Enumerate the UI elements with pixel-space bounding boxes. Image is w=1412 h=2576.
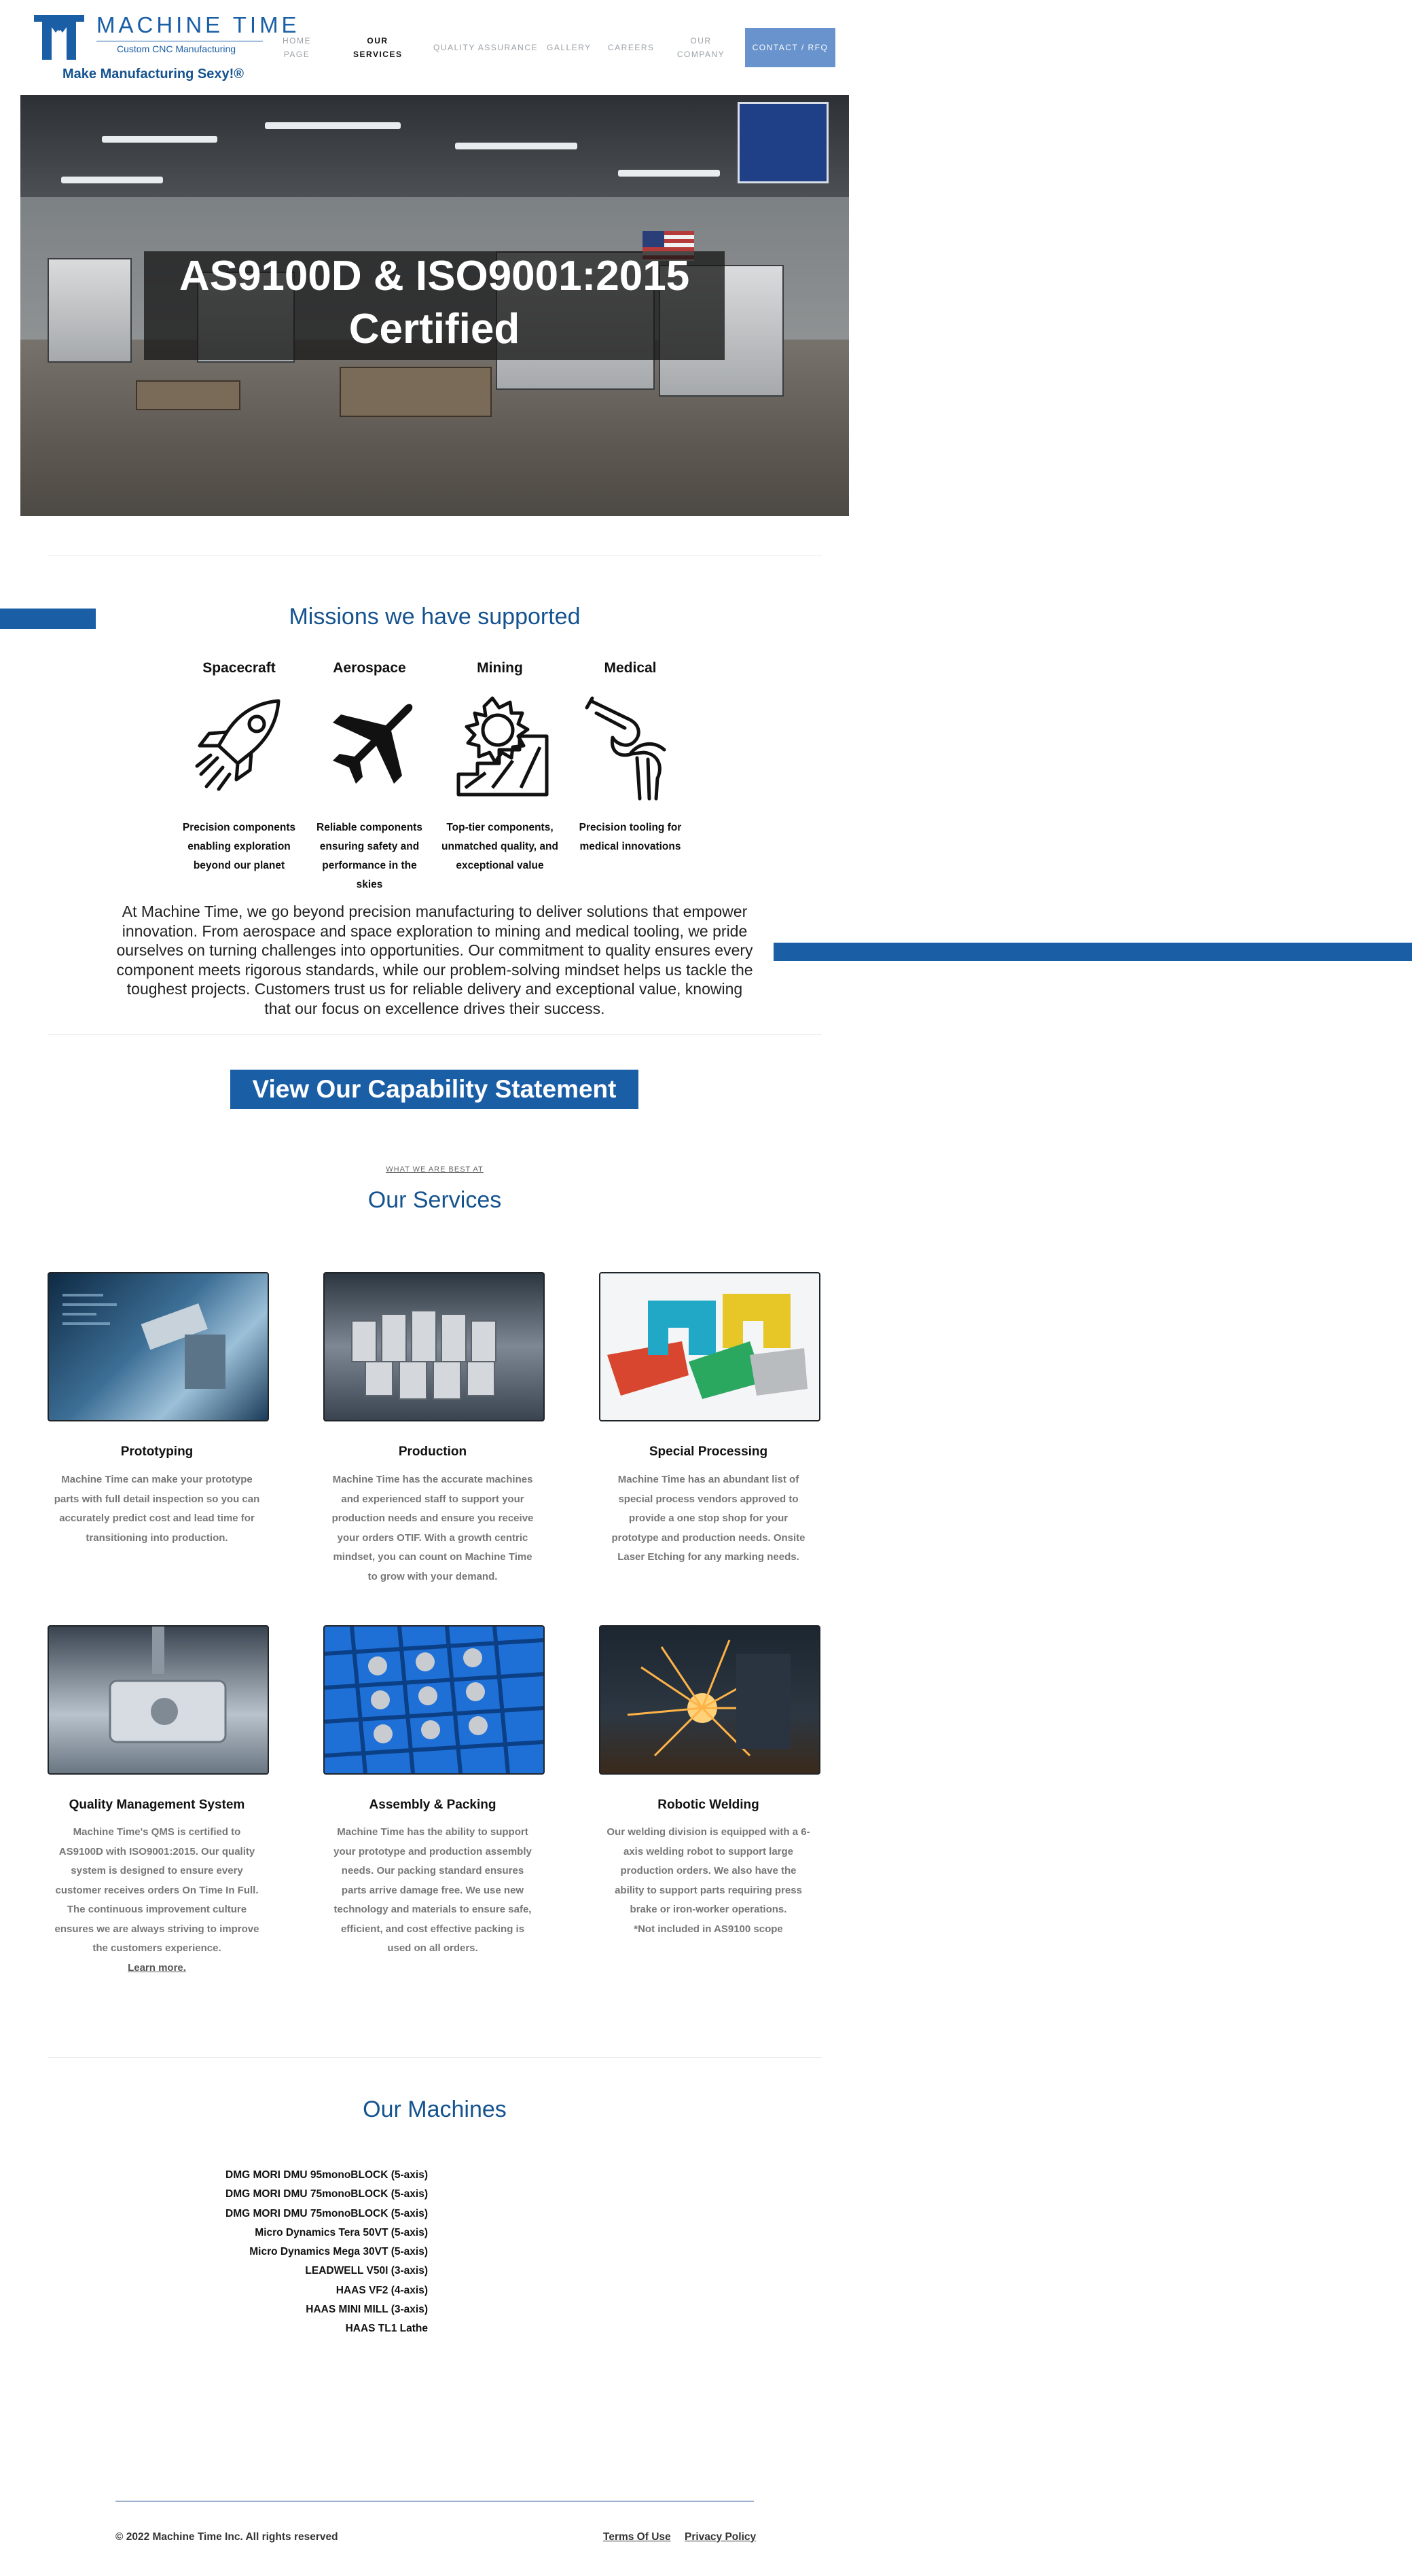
mission-desc-spacecraft: Precision components enabling exploration beyond our planet xyxy=(182,822,296,871)
services-title: Our Services xyxy=(367,1187,502,1213)
qms-desc-text: Machine Time's QMS is certified to AS9100D with ISO9001:2015. Our quality system is designed to ensure every customer receives orders On Time In Full. The continuous improvement culture ensures we are always striving to improve the customers experience. xyxy=(54,1826,259,1954)
machine-item: HAAS MINI MILL (3-axis) xyxy=(306,2304,428,2316)
section-divider xyxy=(48,555,822,556)
logo-icon[interactable] xyxy=(33,12,86,62)
missions-title: Missions we have supported xyxy=(289,604,581,630)
hero-title-line2: Certified xyxy=(348,306,520,352)
machine-item: DMG MORI DMU 95monoBLOCK (5-axis) xyxy=(225,2169,428,2181)
machine-item: Micro Dynamics Mega 30VT (5-axis) xyxy=(249,2246,428,2258)
welding-desc-text: Our welding division is equipped with a 6-axis welding robot to support large production orders. We also have the ability to support parts requiring press brake or iron-worker operations. xyxy=(607,1826,810,1915)
accent-bar-left xyxy=(0,609,96,629)
accent-bar-right xyxy=(774,943,1412,961)
service-title-special-processing: Special Processing xyxy=(649,1445,768,1459)
machine-item: HAAS TL1 Lathe xyxy=(345,2323,428,2335)
mining-saw-icon xyxy=(445,693,540,801)
mission-desc-mining: Top-tier components, unmatched quality, and exceptional value xyxy=(441,822,558,871)
brand-name[interactable]: MACHINE TIME xyxy=(96,12,300,37)
hero-title-line1: AS9100D & ISO9001:2015 xyxy=(179,253,690,300)
machine-item: LEADWELL V50I (3-axis) xyxy=(305,2265,428,2277)
service-desc-prototyping: Machine Time can make your prototype parts with full detail inspection so you can accurately predict cost and lead time for transitioning into production. xyxy=(54,1474,260,1544)
machines-title: Our Machines xyxy=(363,2097,507,2122)
assembly-packing-image xyxy=(323,1625,545,1775)
section-divider xyxy=(48,1034,822,1035)
robotic-welding-image xyxy=(599,1625,820,1775)
mission-desc-medical: Precision tooling for medical innovations xyxy=(579,822,682,852)
missions-paragraph: At Machine Time, we go beyond precision manufacturing to deliver solutions that empower innovation. From aerospace and space exploration to mining and medical tooling, we pride ourselves on turning challenges into opportunities. Our commitment to quality ensures every component meets rigorous standards, while our problem-solving mindset helps us tackle the toughest projects. Customers trust us for reliable delivery and exceptional value, knowing that our focus on excellence drives their success. xyxy=(116,903,753,1017)
machine-item: HAAS VF2 (4-axis) xyxy=(336,2284,428,2296)
service-desc-special-processing: Machine Time has an abundant list of special process vendors approved to provide a one stop shop for your prototype and production needs. Onsite Laser Etching for any marking needs. xyxy=(611,1474,805,1563)
footer-divider xyxy=(115,2501,754,2502)
knee-joint-icon xyxy=(583,693,678,801)
section-divider xyxy=(48,2057,822,2058)
nav-gallery[interactable]: GALLERY xyxy=(547,43,592,52)
welding-scope-note: *Not included in AS9100 scope xyxy=(634,1923,783,1935)
mission-name-medical: Medical xyxy=(604,660,657,676)
prototyping-image xyxy=(48,1272,269,1421)
nav-home[interactable]: HOME PAGE xyxy=(283,36,311,59)
service-title-robotic-welding: Robotic Welding xyxy=(657,1798,759,1812)
airplane-icon xyxy=(322,693,417,801)
nav-our-company[interactable]: OUR COMPANY xyxy=(676,36,725,59)
mission-name-spacecraft: Spacecraft xyxy=(202,660,276,676)
machine-item: Micro Dynamics Tera 50VT (5-axis) xyxy=(255,2226,428,2238)
machine-item: DMG MORI DMU 75monoBLOCK (5-axis) xyxy=(225,2207,428,2219)
terms-of-use-link[interactable]: Terms Of Use xyxy=(603,2531,671,2543)
machine-time-banner xyxy=(738,102,829,183)
contact-rfq-button[interactable]: CONTACT / RFQ xyxy=(745,28,835,67)
service-desc-production: Machine Time has the accurate machines and experienced staff to support your production needs and ensure you receive your orders OTIF. With a growth centric mindset, you can count on Machine Time to grow with your demand. xyxy=(331,1474,534,1582)
machines-list xyxy=(143,2166,428,2339)
privacy-policy-link[interactable]: Privacy Policy xyxy=(685,2531,757,2543)
learn-more-link[interactable]: Learn more. xyxy=(128,1961,186,1974)
service-desc-assembly-packing: Machine Time has the ability to support your prototype and production assembly needs. Our packing standard ensures parts arrive damage free. We use new technology and materials to ensure safe, efficient, and cost effective packing is used on all orders. xyxy=(333,1826,532,1954)
nav-quality-assurance[interactable]: QUALITY ASSURANCE xyxy=(433,43,538,52)
service-title-production: Production xyxy=(398,1445,467,1459)
rocket-icon xyxy=(192,693,287,801)
mission-name-mining: Mining xyxy=(477,660,523,676)
mission-desc-aerospace: Reliable components ensuring safety and performance in the skies xyxy=(316,822,422,890)
hero-title xyxy=(144,250,725,356)
brand-subtitle: Custom CNC Manufacturing xyxy=(117,43,236,54)
services-eyebrow[interactable]: WHAT WE ARE BEST AT xyxy=(386,1165,484,1174)
brand-tagline: Make Manufacturing Sexy!® xyxy=(62,67,245,81)
nav-careers[interactable]: CAREERS xyxy=(608,43,655,52)
service-title-quality-management: Quality Management System xyxy=(69,1798,245,1812)
nav-our-services[interactable]: OUR SERVICES xyxy=(353,36,403,59)
production-image xyxy=(323,1272,545,1421)
service-desc-robotic-welding xyxy=(604,1823,812,1939)
mission-name-aerospace: Aerospace xyxy=(333,660,406,676)
special-processing-image xyxy=(599,1272,820,1421)
capability-statement-button[interactable]: View Our Capability Statement xyxy=(230,1070,638,1109)
service-title-assembly-packing: Assembly & Packing xyxy=(369,1798,496,1812)
service-desc-quality-management xyxy=(53,1823,261,1978)
service-title-prototyping: Prototyping xyxy=(120,1445,194,1459)
machine-item: DMG MORI DMU 75monoBLOCK (5-axis) xyxy=(225,2188,428,2200)
footer-copyright: © 2022 Machine Time Inc. All rights reserved xyxy=(115,2531,338,2543)
quality-management-image xyxy=(48,1625,269,1775)
